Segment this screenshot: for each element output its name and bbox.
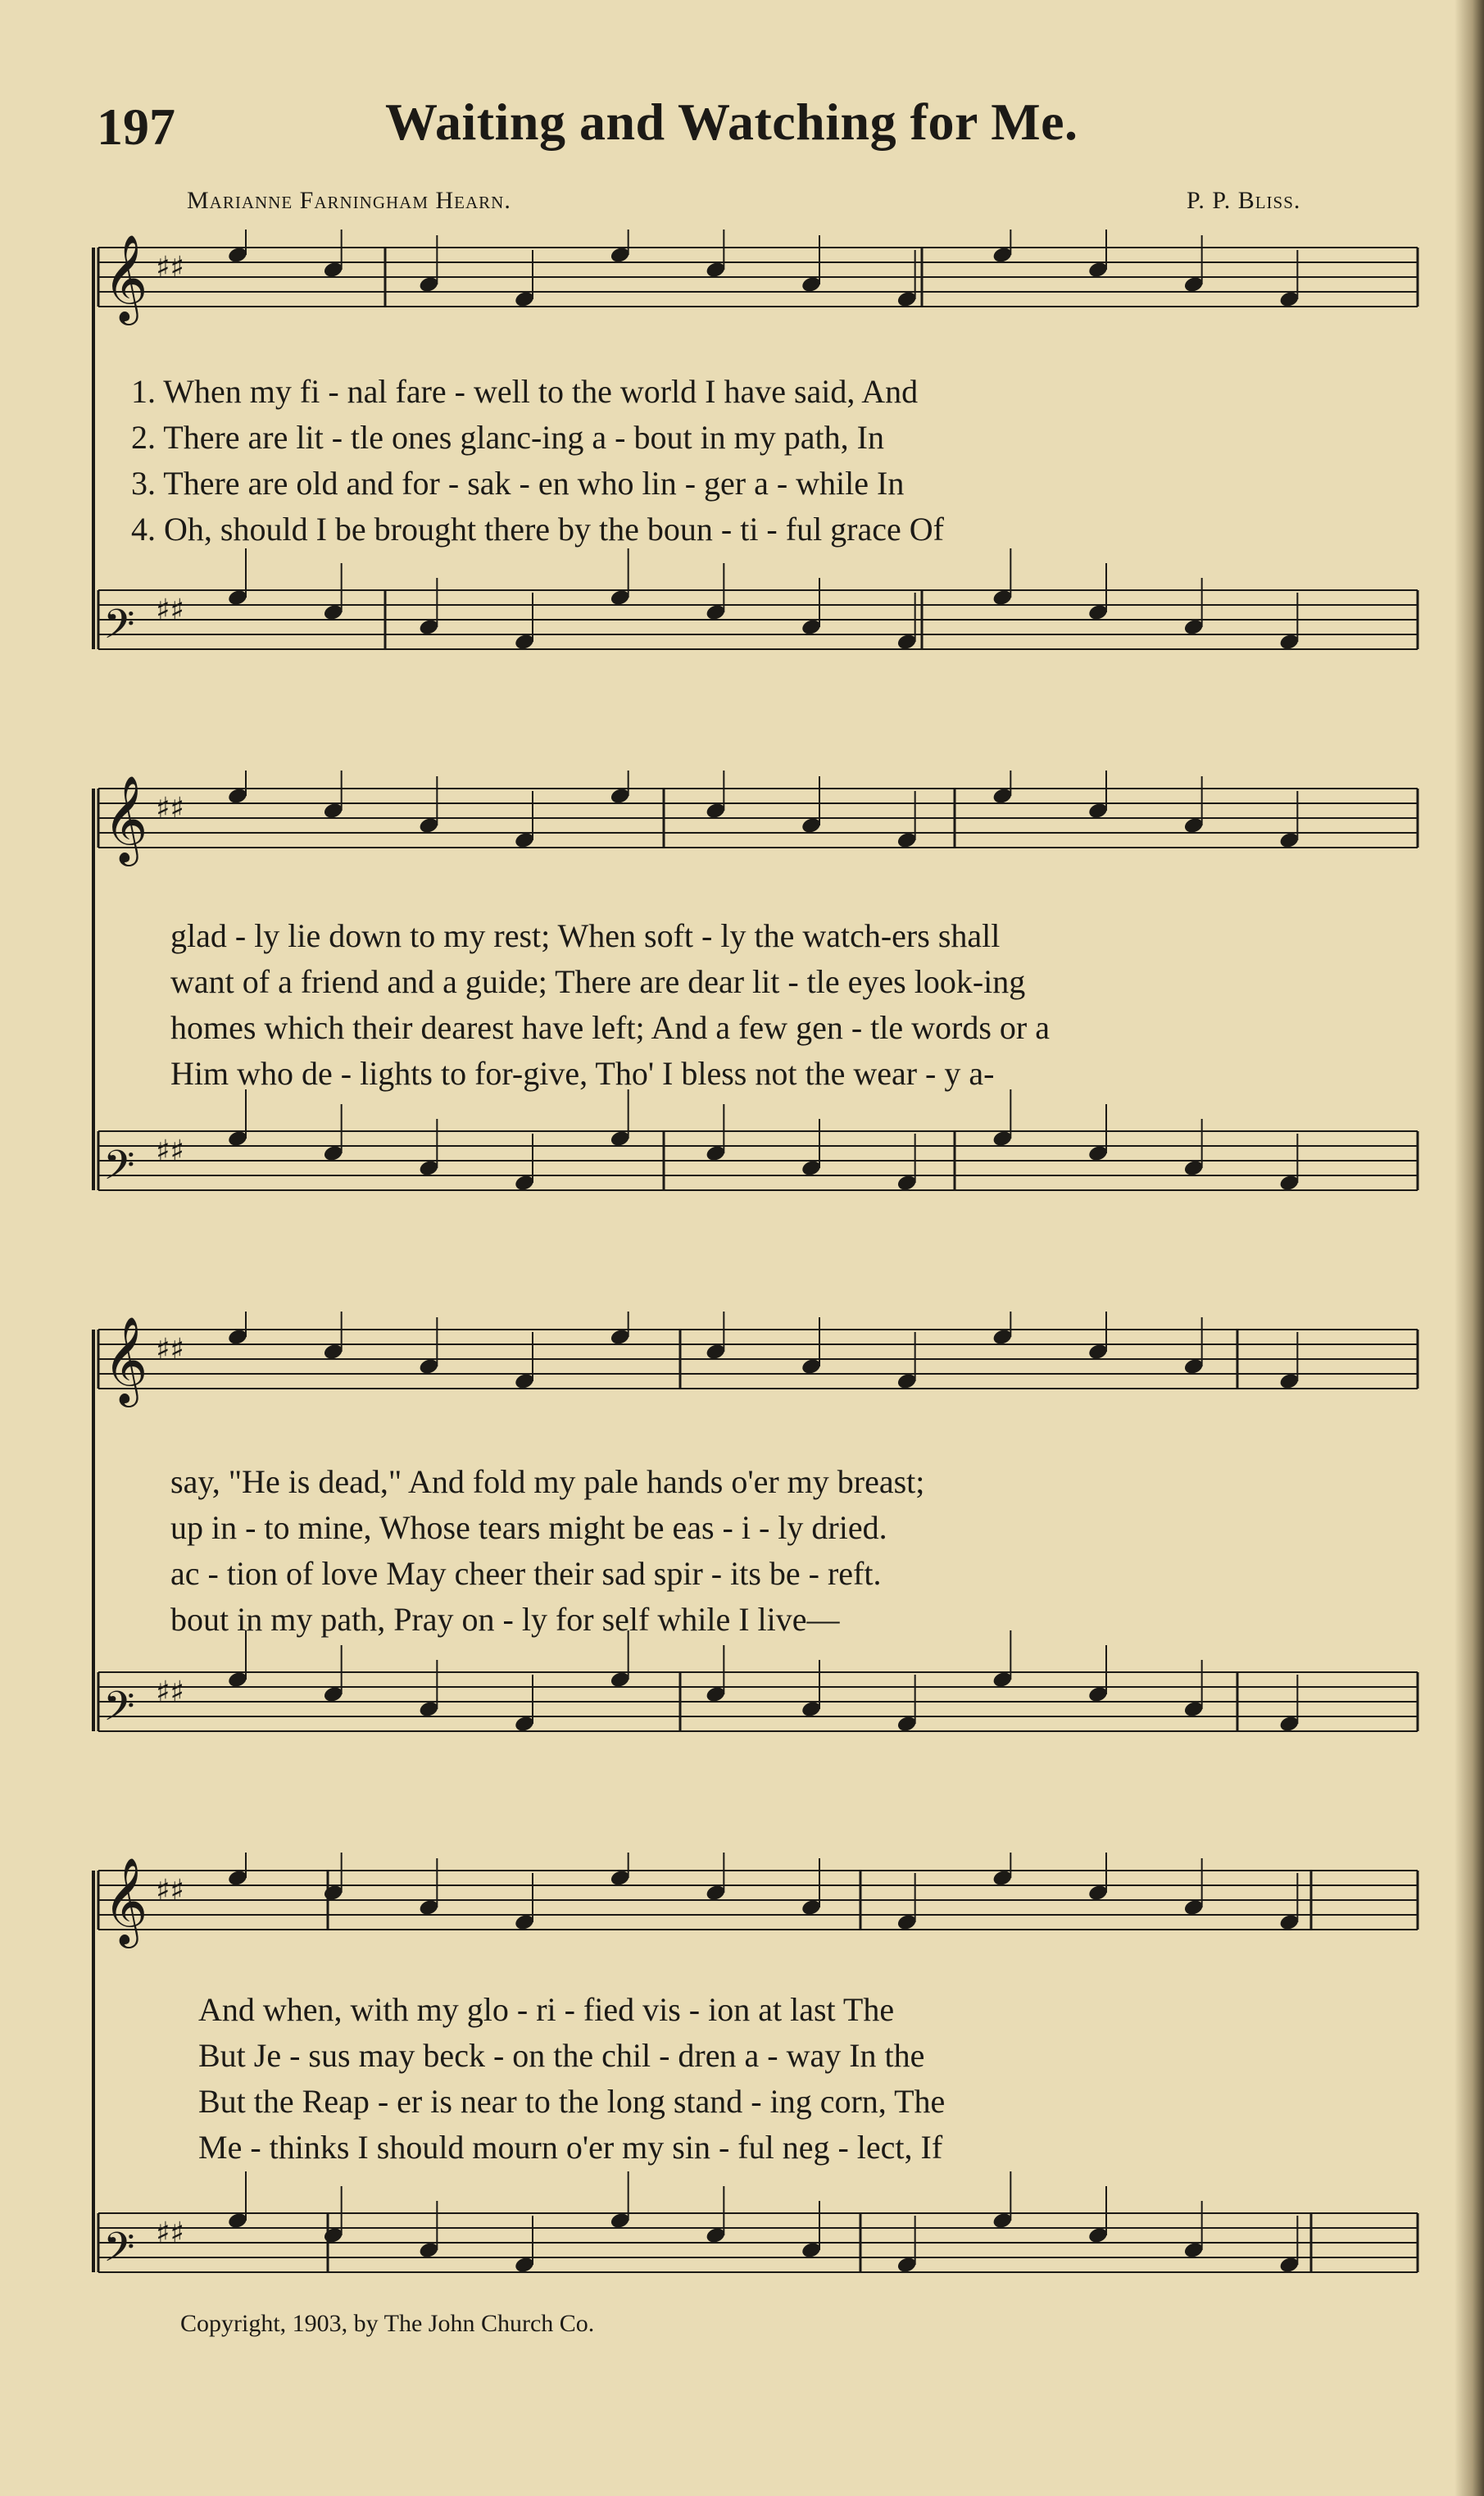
lyric-line-verse-2: want of a friend and a guide; There are dear lit - tle eyes look-ing	[170, 963, 1026, 1000]
lyric-line-verse-1: glad - ly lie down to my rest; When soft - ly the watch-ers shall	[170, 917, 1001, 954]
bass-staff	[98, 548, 1418, 658]
key-signature-sharps-icon: ♯♯	[156, 1134, 184, 1168]
bass-staff	[98, 2171, 1418, 2281]
key-signature-sharps-icon: ♯♯	[156, 1675, 184, 1709]
bass-clef-icon: 𝄢	[103, 601, 135, 658]
lyric-line-verse-3: But the Reap - er is near to the long stand - ing corn, The	[198, 2083, 946, 2120]
lyrics-system-1	[131, 375, 1409, 564]
page-binding-shadow	[1455, 0, 1484, 2496]
key-signature-sharps-icon: ♯♯	[156, 251, 184, 284]
lyrics-system-4	[198, 1991, 1427, 2182]
lyric-line-verse-3: ac - tion of love May cheer their sad spir - its be - reft.	[170, 1555, 882, 1592]
bass-clef-icon: 𝄢	[103, 1683, 135, 1740]
lyric-line-verse-4: Me - thinks I should mourn o'er my sin - ful neg - lect, If	[198, 2129, 943, 2166]
lyric-line-verse-2: But Je - sus may beck - on the chil - dren a - way In the	[198, 2037, 925, 2074]
treble-clef-icon: 𝄞	[103, 234, 148, 321]
hymn-title: Waiting and Watching for Me.	[385, 93, 1078, 151]
hymn-number: 197	[97, 98, 175, 156]
lyric-line-verse-3: homes which their dearest have left; And a few gen - tle words or a	[170, 1009, 1050, 1046]
key-signature-sharps-icon: ♯♯	[156, 2216, 184, 2250]
key-signature-sharps-icon: ♯♯	[156, 792, 184, 825]
key-signature-sharps-icon: ♯♯	[156, 1874, 184, 1907]
lyric-line-verse-1: And when, with my glo - ri - fied vis - ion at last The	[198, 1991, 895, 2028]
author-credit: Marianne Farningham Hearn.	[187, 187, 511, 214]
lyric-line-verse-3: 3. There are old and for - sak - en who lin - ger a - while In	[131, 465, 905, 502]
copyright-notice: Copyright, 1903, by The John Church Co.	[180, 2310, 595, 2337]
key-signature-sharps-icon: ♯♯	[156, 1333, 184, 1366]
composer-credit: P. P. Bliss.	[1187, 187, 1301, 214]
lyrics-system-2	[170, 917, 1416, 1108]
lyric-line-verse-2: up in - to mine, Whose tears might be eas - i - ly dried.	[170, 1509, 887, 1546]
key-signature-sharps-icon: ♯♯	[156, 593, 184, 627]
treble-staff	[98, 230, 1418, 325]
lyric-line-verse-1: say, "He is dead," And fold my pale hands o'er my breast;	[170, 1463, 925, 1500]
lyric-line-verse-1: 1. When my fi - nal fare - well to the world I have said, And	[131, 373, 919, 410]
lyric-line-verse-4: bout in my path, Pray on - ly for self while I live—	[170, 1601, 840, 1638]
lyric-line-verse-4: 4. Oh, should I be brought there by the boun - ti - ful grace Of	[131, 511, 944, 548]
lyric-line-verse-4: Him who de - lights to for-give, Tho' I bless not the wear - y a-	[170, 1055, 995, 1092]
treble-staff	[98, 771, 1418, 866]
bass-clef-icon: 𝄢	[103, 1142, 135, 1199]
treble-clef-icon: 𝄞	[103, 1857, 148, 1944]
treble-staff	[98, 1312, 1418, 1407]
treble-staff	[98, 1853, 1418, 1948]
treble-clef-icon: 𝄞	[103, 1316, 148, 1403]
bass-clef-icon: 𝄢	[103, 2224, 135, 2281]
treble-clef-icon: 𝄞	[103, 775, 148, 862]
lyrics-system-3	[170, 1463, 1416, 1654]
lyric-line-verse-2: 2. There are lit - tle ones glanc-ing a - bout in my path, In	[131, 419, 884, 456]
